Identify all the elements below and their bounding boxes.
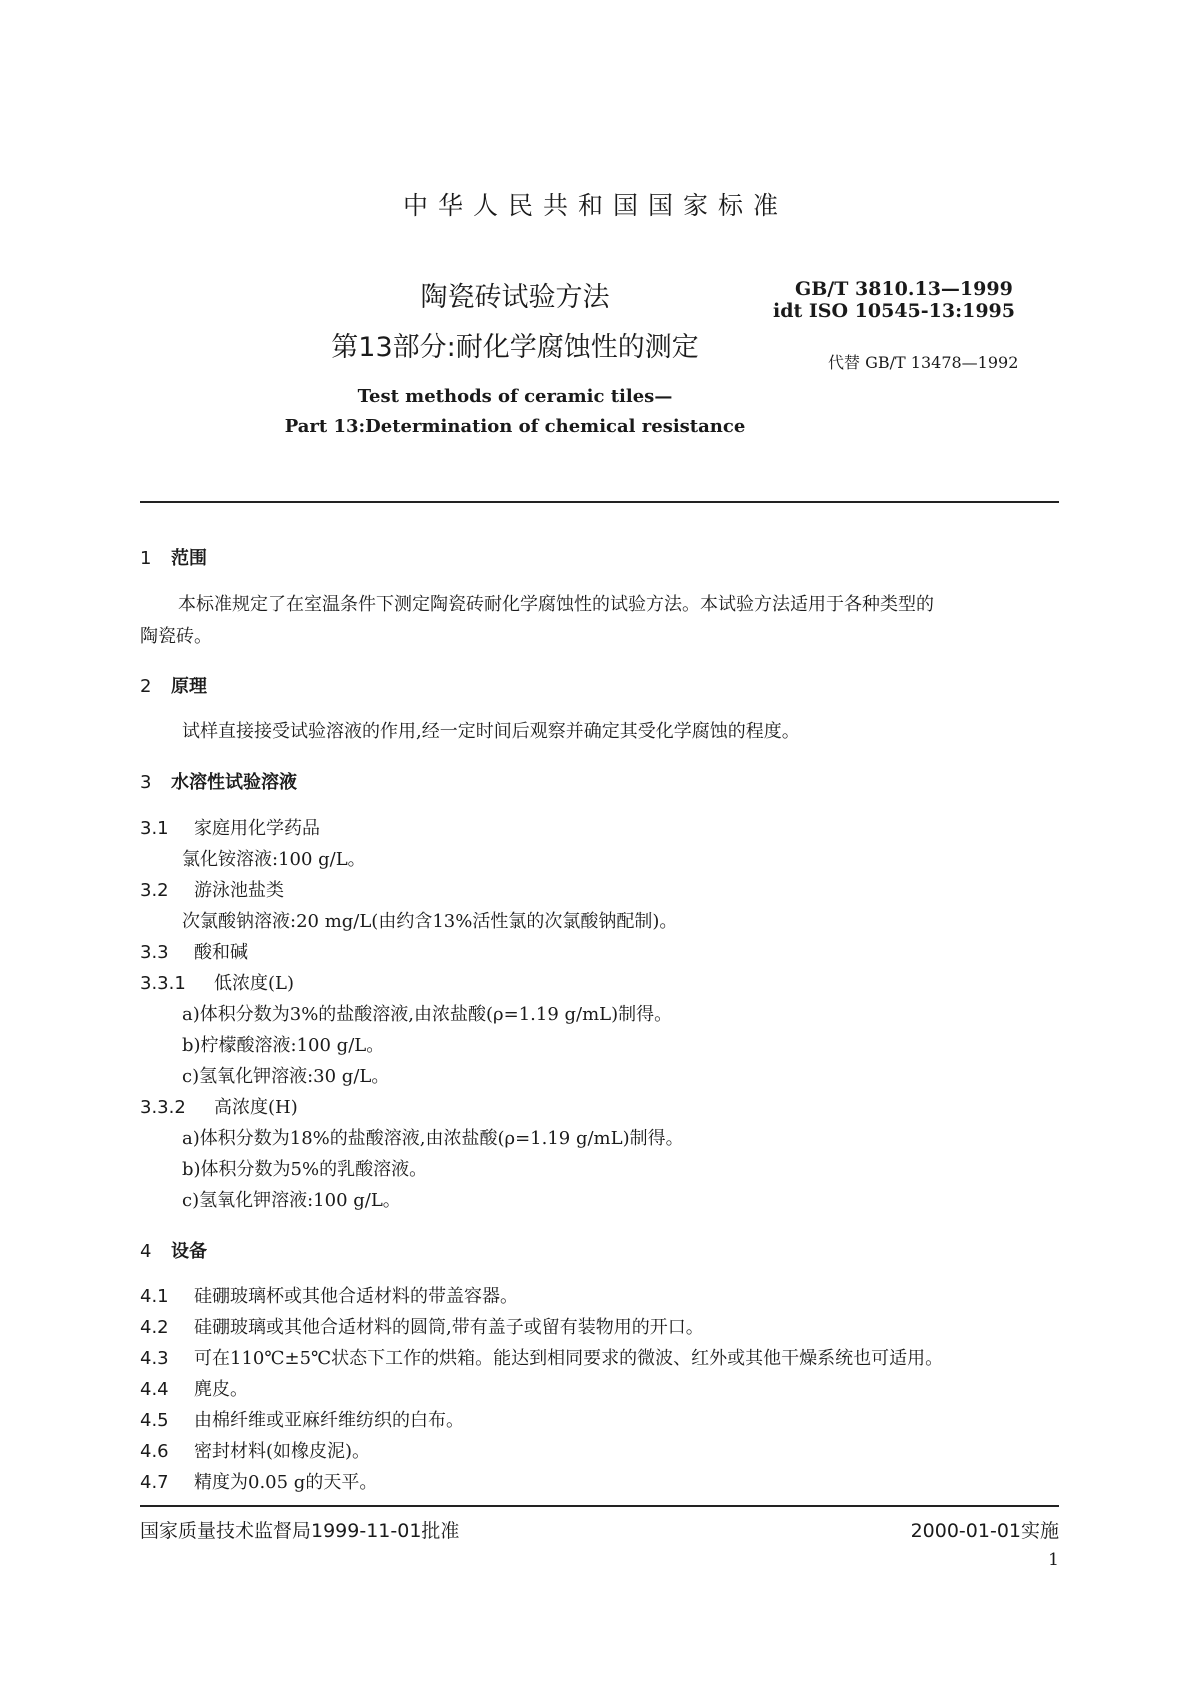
standard-code: GB/T 3810.13—1999 (795, 278, 1013, 300)
list-item: a)体积分数为18%的盐酸溶液,由浓盐酸(ρ=1.19 g/mL)制得。 (182, 1128, 684, 1149)
item-text: 麂皮。 (194, 1379, 248, 1400)
subsection-heading (140, 876, 284, 902)
list-item: c)氢氧化钾溶液:100 g/L。 (182, 1190, 401, 1211)
section-number: 3 (140, 772, 152, 793)
document-title-line2: 第13部分:耐化学腐蚀性的测定 (331, 332, 699, 363)
standard-type-heading: 中华人民共和国国家标准 (402, 191, 788, 220)
section-number: 2 (140, 676, 152, 697)
equipment-item (140, 1282, 518, 1308)
document-title-line1: 陶瓷砖试验方法 (420, 282, 610, 313)
item-number: 4.7 (140, 1472, 169, 1493)
subsection-heading (140, 938, 248, 964)
approval-note: 国家质量技术监督局1999-11-01批准 (140, 1520, 460, 1542)
subsection-heading (140, 1093, 298, 1119)
subsection-number: 3.3 (140, 942, 169, 963)
item-text: 可在110℃±5℃状态下工作的烘箱。能达到相同要求的微波、红外或其他干燥系统也可适用。 (194, 1348, 944, 1369)
subsection-heading (140, 969, 294, 995)
replaces-code: 代替 GB/T 13478—1992 (828, 353, 1019, 372)
section-heading (140, 1237, 207, 1263)
list-item: b)柠檬酸溶液:100 g/L。 (182, 1035, 385, 1056)
subsection-number: 3.1 (140, 818, 169, 839)
section-heading (140, 544, 207, 570)
subsection-title: 低浓度(L) (214, 973, 294, 994)
item-text: 硅硼玻璃或其他合适材料的圆筒,带有盖子或留有装物用的开口。 (194, 1317, 704, 1338)
page-number: 1 (1048, 1550, 1059, 1570)
equipment-item (140, 1313, 704, 1339)
section-title: 原理 (171, 676, 207, 697)
paragraph-line: 陶瓷砖。 (140, 626, 212, 647)
subsection-heading (140, 814, 320, 840)
equipment-item (140, 1468, 377, 1494)
section-heading (140, 672, 207, 698)
section-heading (140, 768, 297, 794)
implementation-date: 2000-01-01实施 (910, 1520, 1059, 1542)
equipment-item (140, 1406, 464, 1432)
equipment-item (140, 1375, 248, 1401)
paragraph-line: 本标准规定了在室温条件下测定陶瓷砖耐化学腐蚀性的试验方法。本试验方法适用于各种类型的 (178, 594, 934, 615)
subsection-number: 3.3.1 (140, 973, 186, 994)
section-title: 水溶性试验溶液 (171, 772, 297, 793)
idt-code: idt ISO 10545-13:1995 (773, 300, 1015, 322)
subsection-title: 家庭用化学药品 (194, 818, 320, 839)
subsection-title: 酸和碱 (194, 942, 248, 963)
english-title-line1: Test methods of ceramic tiles— (357, 386, 673, 407)
item-number: 4.5 (140, 1410, 169, 1431)
item-number: 4.3 (140, 1348, 169, 1369)
item-number: 4.6 (140, 1441, 169, 1462)
item-text: 硅硼玻璃杯或其他合适材料的带盖容器。 (194, 1286, 518, 1307)
item-number: 4.2 (140, 1317, 169, 1338)
item-number: 4.4 (140, 1379, 169, 1400)
section-title: 设备 (171, 1241, 207, 1262)
subsection-title: 高浓度(H) (214, 1097, 298, 1118)
subsection-number: 3.2 (140, 880, 169, 901)
list-item: b)体积分数为5%的乳酸溶液。 (182, 1159, 428, 1180)
item-text: 由棉纤维或亚麻纤维纺织的白布。 (194, 1410, 464, 1431)
clause-text: 次氯酸钠溶液:20 mg/L(由约含13%活性氯的次氯酸钠配制)。 (182, 911, 678, 932)
item-text: 精度为0.05 g的天平。 (194, 1472, 378, 1493)
section-title: 范围 (171, 548, 207, 569)
item-text: 密封材料(如橡皮泥)。 (194, 1441, 371, 1462)
subsection-title: 游泳池盐类 (194, 880, 284, 901)
equipment-item (140, 1437, 370, 1463)
footer-divider (140, 1505, 1059, 1507)
header-divider (140, 501, 1059, 503)
english-title-line2: Part 13:Determination of chemical resistance (284, 416, 746, 437)
equipment-item (140, 1344, 943, 1370)
item-number: 4.1 (140, 1286, 169, 1307)
list-item: c)氢氧化钾溶液:30 g/L。 (182, 1066, 390, 1087)
subsection-number: 3.3.2 (140, 1097, 186, 1118)
section-number: 4 (140, 1241, 152, 1262)
section-number: 1 (140, 548, 152, 569)
paragraph-line: 试样直接接受试验溶液的作用,经一定时间后观察并确定其受化学腐蚀的程度。 (182, 721, 800, 742)
clause-text: 氯化铵溶液:100 g/L。 (182, 849, 366, 870)
list-item: a)体积分数为3%的盐酸溶液,由浓盐酸(ρ=1.19 g/mL)制得。 (182, 1004, 673, 1025)
